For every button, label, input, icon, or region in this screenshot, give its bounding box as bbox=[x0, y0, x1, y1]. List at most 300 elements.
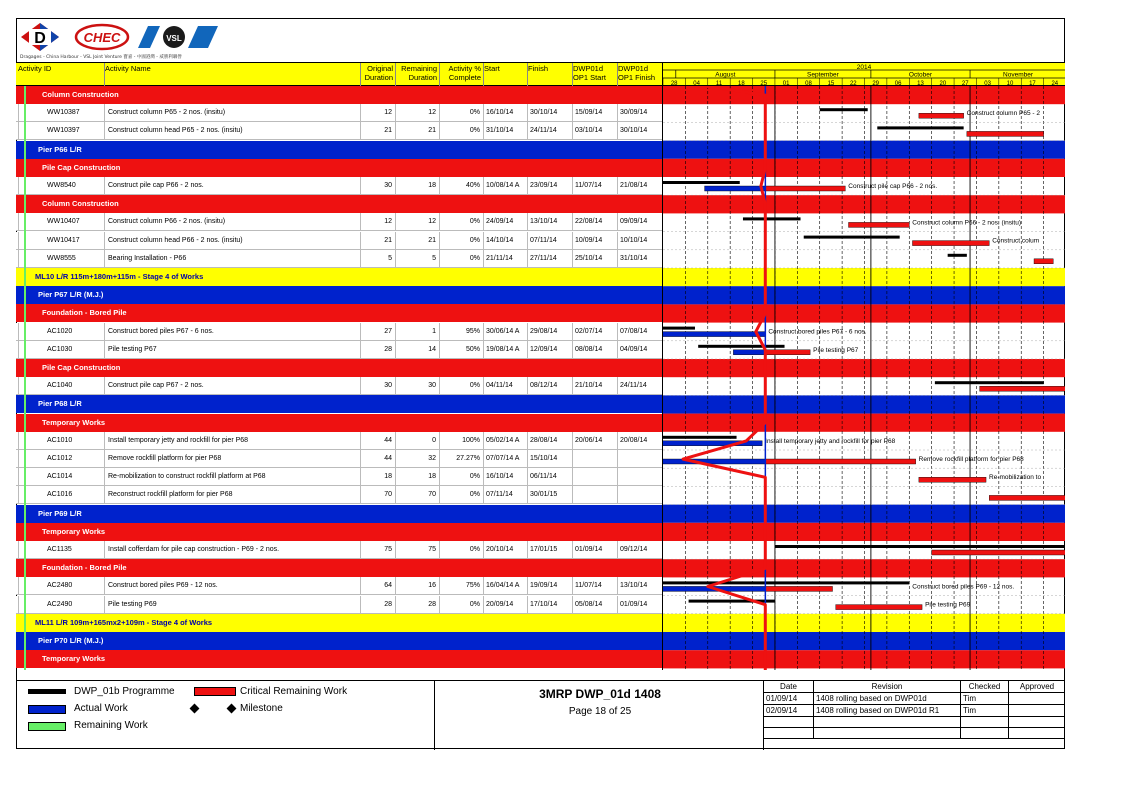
cell-od: 75 bbox=[360, 541, 395, 559]
cell-start: 31/10/14 bbox=[483, 122, 527, 140]
gantt-group-band bbox=[663, 304, 1065, 322]
cell-finish: 08/12/14 bbox=[527, 377, 572, 395]
cell-op-start: 01/09/14 bbox=[572, 541, 617, 559]
table-row[interactable] bbox=[16, 122, 662, 140]
cell-op-finish: 31/10/14 bbox=[617, 250, 662, 268]
cell-op-start: 11/07/14 bbox=[572, 577, 617, 595]
cell-op-start: 03/10/14 bbox=[572, 122, 617, 140]
cell-rd: 5 bbox=[395, 250, 439, 268]
critical-remaining-bar[interactable] bbox=[919, 477, 986, 482]
rev-row-2-checked: Tim bbox=[961, 705, 1009, 717]
table-row[interactable] bbox=[16, 468, 662, 486]
rev-row-2-approved bbox=[1009, 705, 1065, 717]
baseline-bar[interactable] bbox=[948, 254, 967, 257]
gantt-bar-label: Construct column P65 - 2 bbox=[966, 110, 1040, 118]
cell-pc: 100% bbox=[439, 432, 483, 450]
cell-op-finish bbox=[617, 450, 662, 468]
wbs-group-label: ML10 L/R 115m+180m+115m - Stage 4 of Works bbox=[35, 272, 204, 281]
week-label: 20 bbox=[939, 81, 947, 86]
table-row[interactable] bbox=[16, 577, 662, 595]
critical-remaining-bar[interactable] bbox=[836, 605, 922, 610]
cell-pc: 27.27% bbox=[439, 450, 483, 468]
cell-rd: 18 bbox=[395, 468, 439, 486]
baseline-bar[interactable] bbox=[935, 381, 1044, 384]
gantt-bar-label: Install temporary jetty and rockfill for pier P68 bbox=[765, 437, 896, 445]
week-label: 13 bbox=[917, 81, 924, 86]
month-label: October bbox=[908, 71, 933, 79]
wbs-group-row[interactable] bbox=[16, 559, 662, 577]
cell-op-start: 08/08/14 bbox=[572, 341, 617, 359]
cell-finish: 06/11/14 bbox=[527, 468, 572, 486]
cell-pc: 0% bbox=[439, 122, 483, 140]
gantt-bar-label: Remove rockfill platform for pier P68 bbox=[918, 456, 1024, 463]
rev-header-revision: Revision bbox=[814, 681, 961, 693]
legend-baseline-swatch bbox=[28, 689, 66, 694]
critical-remaining-bar[interactable] bbox=[849, 222, 910, 227]
milestone-icon bbox=[227, 704, 237, 714]
cell-rd: 32 bbox=[395, 450, 439, 468]
table-row[interactable] bbox=[16, 432, 662, 450]
month-label: September bbox=[807, 71, 839, 79]
gantt-bar-label: Construct pile cap P66 - 2 nos. bbox=[848, 183, 938, 190]
cell-op-start: 22/08/14 bbox=[572, 213, 617, 231]
rev-row-2-date: 02/09/14 bbox=[764, 705, 814, 717]
rev-empty-cell bbox=[961, 717, 1009, 728]
cell-pc: 0% bbox=[439, 213, 483, 231]
cell-op-start bbox=[572, 486, 617, 504]
rev-header-date: Date bbox=[764, 681, 814, 693]
week-label: 04 bbox=[693, 81, 700, 86]
wbs-group-label: Column Construction bbox=[42, 199, 119, 209]
cell-id: AC1020 bbox=[18, 323, 104, 341]
cell-op-finish: 09/12/14 bbox=[617, 541, 662, 559]
cell-rd: 70 bbox=[395, 486, 439, 504]
cell-op-start: 10/09/14 bbox=[572, 232, 617, 250]
cell-rd: 21 bbox=[395, 232, 439, 250]
actual-bar[interactable] bbox=[733, 350, 765, 355]
wbs-group-row[interactable] bbox=[16, 286, 662, 304]
rev-header-approved: Approved bbox=[1009, 681, 1065, 693]
wbs-group-label: Pier P70 L/R (M.J.) bbox=[38, 636, 104, 645]
cell-finish: 30/01/15 bbox=[527, 486, 572, 504]
baseline-bar[interactable] bbox=[743, 217, 801, 220]
cell-op-finish: 21/08/14 bbox=[617, 177, 662, 195]
wbs-group-row[interactable] bbox=[16, 86, 662, 104]
cell-name: Install temporary jetty and rockfill for pier P68 bbox=[104, 432, 360, 450]
table-row[interactable] bbox=[16, 177, 662, 195]
cell-id: WW10407 bbox=[18, 213, 104, 231]
cell-name: Construct column head P65 - 2 nos. (insitu) bbox=[104, 122, 360, 140]
week-label: 11 bbox=[715, 81, 723, 86]
critical-remaining-bar[interactable] bbox=[912, 241, 989, 246]
table-row[interactable] bbox=[16, 323, 662, 341]
wbs-group-label: Pile Cap Construction bbox=[42, 162, 121, 172]
cell-op-finish: 30/09/14 bbox=[617, 104, 662, 122]
cell-name: Construct bored piles P69 - 12 nos. bbox=[104, 577, 360, 595]
wbs-group-label: Foundation - Bored Pile bbox=[42, 563, 127, 573]
cell-op-finish: 09/09/14 bbox=[617, 213, 662, 231]
legend-milestone-label: Milestone bbox=[240, 703, 283, 714]
cell-start: 19/08/14 A bbox=[483, 341, 527, 359]
gantt-bar-label: Construct bored piles P69 - 12 nos. bbox=[912, 583, 1015, 591]
baseline-bar[interactable] bbox=[663, 327, 695, 330]
cell-id: WW8540 bbox=[18, 177, 104, 195]
critical-remaining-bar[interactable] bbox=[765, 586, 832, 591]
gantt-bar-label: Construct colum bbox=[992, 237, 1040, 245]
cell-id: AC1016 bbox=[18, 486, 104, 504]
table-row[interactable] bbox=[16, 596, 662, 614]
cell-start: 14/10/14 bbox=[483, 232, 527, 250]
cell-start: 07/07/14 A bbox=[483, 450, 527, 468]
rev-row-1-date: 01/09/14 bbox=[764, 693, 814, 705]
cell-name: Remove rockfill platform for pier P68 bbox=[104, 450, 360, 468]
gantt-bar-label: Construct bored piles P67 - 6 nos. bbox=[768, 328, 867, 336]
col-activity-name[interactable]: Activity Name bbox=[104, 63, 360, 87]
cell-op-start bbox=[572, 450, 617, 468]
table-row[interactable] bbox=[16, 541, 662, 559]
cell-op-start bbox=[572, 468, 617, 486]
cell-rd: 75 bbox=[395, 541, 439, 559]
gantt-bar-label: Re-mobilization to bbox=[989, 474, 1042, 482]
gantt-group-band bbox=[663, 614, 1065, 632]
baseline-bar[interactable] bbox=[820, 108, 868, 111]
wbs-group-row[interactable] bbox=[16, 304, 662, 322]
cell-od: 70 bbox=[360, 486, 395, 504]
document-title: 3MRP DWP_01d 1408 bbox=[539, 687, 661, 701]
actual-bar[interactable] bbox=[663, 459, 765, 464]
rev-empty-cell bbox=[1009, 717, 1065, 728]
cell-pc: 0% bbox=[439, 232, 483, 250]
gantt-group-band bbox=[663, 286, 1065, 304]
month-label: August bbox=[715, 71, 736, 79]
page-number: Page 18 of 25 bbox=[568, 706, 632, 717]
legend bbox=[16, 681, 434, 750]
critical-remaining-bar[interactable] bbox=[989, 495, 1065, 500]
cell-op-start: 21/10/14 bbox=[572, 377, 617, 395]
month-label: November bbox=[1003, 71, 1034, 79]
title-block bbox=[434, 681, 764, 750]
chec-logo bbox=[74, 22, 130, 52]
cell-op-start: 15/09/14 bbox=[572, 104, 617, 122]
cell-od: 12 bbox=[360, 213, 395, 231]
cell-op-finish: 10/10/14 bbox=[617, 232, 662, 250]
dragages-logo bbox=[20, 22, 60, 52]
critical-remaining-bar[interactable] bbox=[967, 131, 1044, 136]
cell-start: 16/10/14 bbox=[483, 468, 527, 486]
legend-actual-label: Actual Work bbox=[74, 703, 128, 714]
col-start[interactable]: Start bbox=[483, 63, 527, 87]
cell-name: Pile testing P69 bbox=[104, 596, 360, 614]
col-op1-start[interactable]: DWP01d OP1 Start bbox=[572, 63, 617, 87]
cell-op-finish: 30/10/14 bbox=[617, 122, 662, 140]
cell-id: AC2480 bbox=[18, 577, 104, 595]
legend-baseline-label: DWP_01b Programme bbox=[74, 686, 175, 697]
wbs-group-row[interactable] bbox=[16, 141, 662, 159]
critical-remaining-bar[interactable] bbox=[932, 550, 1065, 555]
legend-actual-swatch bbox=[28, 705, 66, 714]
cell-rd: 12 bbox=[395, 213, 439, 231]
critical-remaining-bar[interactable] bbox=[765, 459, 915, 464]
cell-op-start: 11/07/14 bbox=[572, 177, 617, 195]
cell-op-start: 20/06/14 bbox=[572, 432, 617, 450]
cell-finish: 29/08/14 bbox=[527, 323, 572, 341]
cell-name: Reconstruct rockfill platform for pier P68 bbox=[104, 486, 360, 504]
chec-logo-text: CHEC bbox=[83, 30, 121, 45]
col-finish[interactable]: Finish bbox=[527, 63, 572, 87]
cell-finish: 23/09/14 bbox=[527, 177, 572, 195]
cell-name: Construct column P66 - 2 nos. (insitu) bbox=[104, 213, 360, 231]
week-label: 15 bbox=[827, 81, 835, 86]
week-label: 03 bbox=[984, 81, 991, 86]
cell-pc: 0% bbox=[439, 486, 483, 504]
cell-rd: 21 bbox=[395, 122, 439, 140]
table-row[interactable] bbox=[16, 104, 662, 122]
gantt-group-band bbox=[663, 359, 1065, 377]
col-activity-id[interactable]: Activity ID bbox=[18, 64, 52, 73]
gantt-group-band bbox=[663, 268, 1065, 286]
revision-table bbox=[764, 681, 1065, 750]
cell-pc: 95% bbox=[439, 323, 483, 341]
cell-name: Pile testing P67 bbox=[104, 341, 360, 359]
critical-remaining-bar[interactable] bbox=[765, 186, 845, 191]
cell-name: Construct pile cap P66 - 2 nos. bbox=[104, 177, 360, 195]
cell-id: AC1040 bbox=[18, 377, 104, 395]
cell-start: 30/06/14 A bbox=[483, 323, 527, 341]
table-row[interactable] bbox=[16, 213, 662, 231]
rev-empty-cell bbox=[961, 728, 1009, 739]
cell-od: 28 bbox=[360, 341, 395, 359]
wbs-group-row[interactable] bbox=[16, 505, 662, 523]
cell-name: Construct bored piles P67 - 6 nos. bbox=[104, 323, 360, 341]
wbs-group-label: Foundation - Bored Pile bbox=[42, 308, 127, 318]
rev-empty-cell bbox=[1009, 728, 1065, 739]
wbs-group-row[interactable] bbox=[16, 414, 662, 432]
gantt-group-band bbox=[663, 505, 1065, 523]
baseline-bar[interactable] bbox=[663, 581, 909, 584]
cell-op-start: 05/08/14 bbox=[572, 596, 617, 614]
cell-op-finish bbox=[617, 468, 662, 486]
wbs-group-row[interactable] bbox=[16, 159, 662, 177]
gantt-group-band bbox=[663, 650, 1065, 668]
cell-id: WW8555 bbox=[18, 250, 104, 268]
cell-finish: 17/10/14 bbox=[527, 596, 572, 614]
gantt-timescale bbox=[662, 62, 1065, 86]
cell-id: AC1014 bbox=[18, 468, 104, 486]
cell-name: Install cofferdam for pile cap construction - P69 - 2 nos. bbox=[104, 541, 360, 559]
baseline-bar[interactable] bbox=[698, 345, 784, 348]
rev-row-2-revision: 1408 rolling based on DWP01d R1 bbox=[814, 705, 961, 717]
cell-pc: 0% bbox=[439, 104, 483, 122]
rev-empty-cell bbox=[814, 728, 961, 739]
legend-remaining-label: Remaining Work bbox=[74, 720, 148, 731]
cell-id: AC1010 bbox=[18, 432, 104, 450]
cell-finish: 13/10/14 bbox=[527, 213, 572, 231]
col-op1-finish[interactable]: DWP01d OP1 Finish bbox=[617, 63, 662, 87]
wbs-group-label: Pier P67 L/R (M.J.) bbox=[38, 290, 104, 300]
cell-finish: 27/11/14 bbox=[527, 250, 572, 268]
cell-od: 21 bbox=[360, 122, 395, 140]
cell-name: Construct column P65 - 2 nos. (insitu) bbox=[104, 104, 360, 122]
baseline-bar[interactable] bbox=[804, 236, 900, 239]
rev-row-1-checked: Tim bbox=[961, 693, 1009, 705]
cell-id: WW10387 bbox=[18, 104, 104, 122]
cell-start: 04/11/14 bbox=[483, 377, 527, 395]
cell-pc: 0% bbox=[439, 541, 483, 559]
critical-remaining-bar[interactable] bbox=[1034, 259, 1053, 264]
wbs-bar-green bbox=[24, 86, 26, 670]
week-label: 06 bbox=[894, 81, 902, 86]
cell-start: 07/11/14 bbox=[483, 486, 527, 504]
wbs-group-row[interactable] bbox=[16, 614, 662, 632]
cell-id: WW10417 bbox=[18, 232, 104, 250]
cell-od: 27 bbox=[360, 323, 395, 341]
wbs-group-row[interactable] bbox=[16, 650, 662, 668]
cell-od: 30 bbox=[360, 177, 395, 195]
cell-finish: 15/10/14 bbox=[527, 450, 572, 468]
cell-finish: 12/09/14 bbox=[527, 341, 572, 359]
cell-op-finish: 07/08/14 bbox=[617, 323, 662, 341]
baseline-bar[interactable] bbox=[775, 545, 1065, 548]
gantt-group-band bbox=[663, 141, 1065, 159]
wbs-group-row[interactable] bbox=[16, 359, 662, 377]
cell-rd: 18 bbox=[395, 177, 439, 195]
gantt-group-band bbox=[663, 195, 1065, 213]
cell-id: AC1012 bbox=[18, 450, 104, 468]
table-row[interactable] bbox=[16, 232, 662, 250]
actual-bar[interactable] bbox=[663, 332, 765, 337]
rev-header-checked: Checked bbox=[961, 681, 1009, 693]
cell-rd: 16 bbox=[395, 577, 439, 595]
gantt-group-band bbox=[663, 632, 1065, 650]
cell-name: Construct column head P66 - 2 nos. (insitu) bbox=[104, 232, 360, 250]
gantt-group-band bbox=[663, 523, 1065, 541]
cell-od: 44 bbox=[360, 432, 395, 450]
cell-finish: 07/11/14 bbox=[527, 232, 572, 250]
critical-remaining-bar[interactable] bbox=[919, 113, 964, 118]
gantt-group-band bbox=[663, 559, 1065, 577]
vsl-logo bbox=[138, 22, 218, 52]
table-row[interactable] bbox=[16, 341, 662, 359]
baseline-bar[interactable] bbox=[663, 181, 740, 184]
table-row[interactable] bbox=[16, 486, 662, 504]
week-label: 24 bbox=[1051, 81, 1059, 86]
actual-bar[interactable] bbox=[705, 186, 766, 191]
cell-start: 24/09/14 bbox=[483, 213, 527, 231]
cell-pc: 0% bbox=[439, 250, 483, 268]
cell-od: 18 bbox=[360, 468, 395, 486]
cell-name: Bearing Installation - P66 bbox=[104, 250, 360, 268]
cell-op-start: 02/07/14 bbox=[572, 323, 617, 341]
table-header bbox=[16, 62, 662, 86]
legend-critical-swatch bbox=[194, 687, 236, 696]
cell-id: AC1135 bbox=[18, 541, 104, 559]
cell-od: 30 bbox=[360, 377, 395, 395]
cell-start: 10/08/14 A bbox=[483, 177, 527, 195]
week-label: 29 bbox=[872, 81, 880, 86]
gantt-group-band bbox=[663, 414, 1065, 432]
wbs-group-row[interactable] bbox=[16, 268, 662, 286]
table-row[interactable] bbox=[16, 450, 662, 468]
col-percent-complete[interactable]: Activity % Complete bbox=[439, 63, 483, 87]
wbs-group-label: ML11 L/R 109m+165mx2+109m - Stage 4 of Works bbox=[35, 617, 213, 627]
cell-start: 20/09/14 bbox=[483, 596, 527, 614]
wbs-group-row[interactable] bbox=[16, 195, 662, 213]
cell-od: 5 bbox=[360, 250, 395, 268]
wbs-group-row[interactable] bbox=[16, 632, 662, 650]
cell-op-finish: 01/09/14 bbox=[617, 596, 662, 614]
baseline-bar[interactable] bbox=[877, 126, 963, 129]
cell-name: Re-mobilization to construct rockfill platform at P68 bbox=[104, 468, 360, 486]
baseline-bar[interactable] bbox=[663, 436, 737, 439]
cell-id: WW10397 bbox=[18, 122, 104, 140]
cell-start: 16/04/14 A bbox=[483, 577, 527, 595]
rev-row-1-approved bbox=[1009, 693, 1065, 705]
week-label: 25 bbox=[760, 81, 768, 86]
rev-empty-cell bbox=[814, 717, 961, 728]
col-original-duration[interactable]: Original Duration bbox=[360, 63, 395, 87]
week-label: 17 bbox=[1029, 81, 1036, 86]
wbs-group-label: Temporary Works bbox=[42, 526, 106, 536]
cell-od: 12 bbox=[360, 104, 395, 122]
col-remaining-duration[interactable]: Remaining Duration bbox=[395, 63, 439, 87]
rev-empty-cell bbox=[764, 728, 814, 739]
wbs-group-label: Pier P66 L/R bbox=[38, 144, 82, 154]
gantt-bar-label: Pile testing P67 bbox=[813, 346, 859, 354]
critical-remaining-bar[interactable] bbox=[980, 386, 1065, 391]
footer bbox=[16, 680, 1065, 749]
critical-remaining-bar[interactable] bbox=[765, 350, 810, 355]
timescale-year: 2014 bbox=[856, 64, 872, 71]
cell-rd: 14 bbox=[395, 341, 439, 359]
cell-finish: 24/11/14 bbox=[527, 122, 572, 140]
wbs-group-row[interactable] bbox=[16, 395, 662, 413]
cell-od: 28 bbox=[360, 596, 395, 614]
table-row[interactable] bbox=[16, 377, 662, 395]
gantt-bar-label: Pile testing P69 bbox=[925, 601, 971, 609]
logo-strip bbox=[18, 20, 258, 62]
week-label: 01 bbox=[782, 81, 790, 86]
cell-od: 44 bbox=[360, 450, 395, 468]
wbs-level-bars bbox=[16, 86, 26, 670]
gantt-chart bbox=[662, 86, 1065, 670]
cell-op-finish: 04/09/14 bbox=[617, 341, 662, 359]
week-label: 18 bbox=[738, 81, 745, 86]
cell-op-finish bbox=[617, 486, 662, 504]
wbs-group-row[interactable] bbox=[16, 523, 662, 541]
cell-rd: 28 bbox=[395, 596, 439, 614]
week-label: 27 bbox=[961, 81, 969, 86]
wbs-group-label: Pier P68 L/R bbox=[38, 399, 82, 409]
cell-id: AC1030 bbox=[18, 341, 104, 359]
rev-row-1-revision: 1408 rolling based on DWP01d bbox=[814, 693, 961, 705]
cell-finish: 28/08/14 bbox=[527, 432, 572, 450]
gantt-bar-label: Construct column P66 - 2 nos. (insitu) bbox=[912, 219, 1022, 227]
dragages-logo-letter: D bbox=[34, 30, 46, 47]
table-row[interactable] bbox=[16, 250, 662, 268]
gantt-group-band bbox=[663, 395, 1065, 413]
vsl-logo-text: VSL bbox=[166, 34, 182, 43]
cell-op-finish: 24/11/14 bbox=[617, 377, 662, 395]
cell-rd: 30 bbox=[395, 377, 439, 395]
cell-pc: 75% bbox=[439, 577, 483, 595]
cell-od: 21 bbox=[360, 232, 395, 250]
legend-remaining-swatch bbox=[28, 722, 66, 731]
cell-pc: 0% bbox=[439, 468, 483, 486]
week-label: 10 bbox=[1006, 81, 1014, 86]
week-label: 22 bbox=[849, 81, 857, 86]
cell-pc: 50% bbox=[439, 341, 483, 359]
week-label: 08 bbox=[805, 81, 812, 86]
